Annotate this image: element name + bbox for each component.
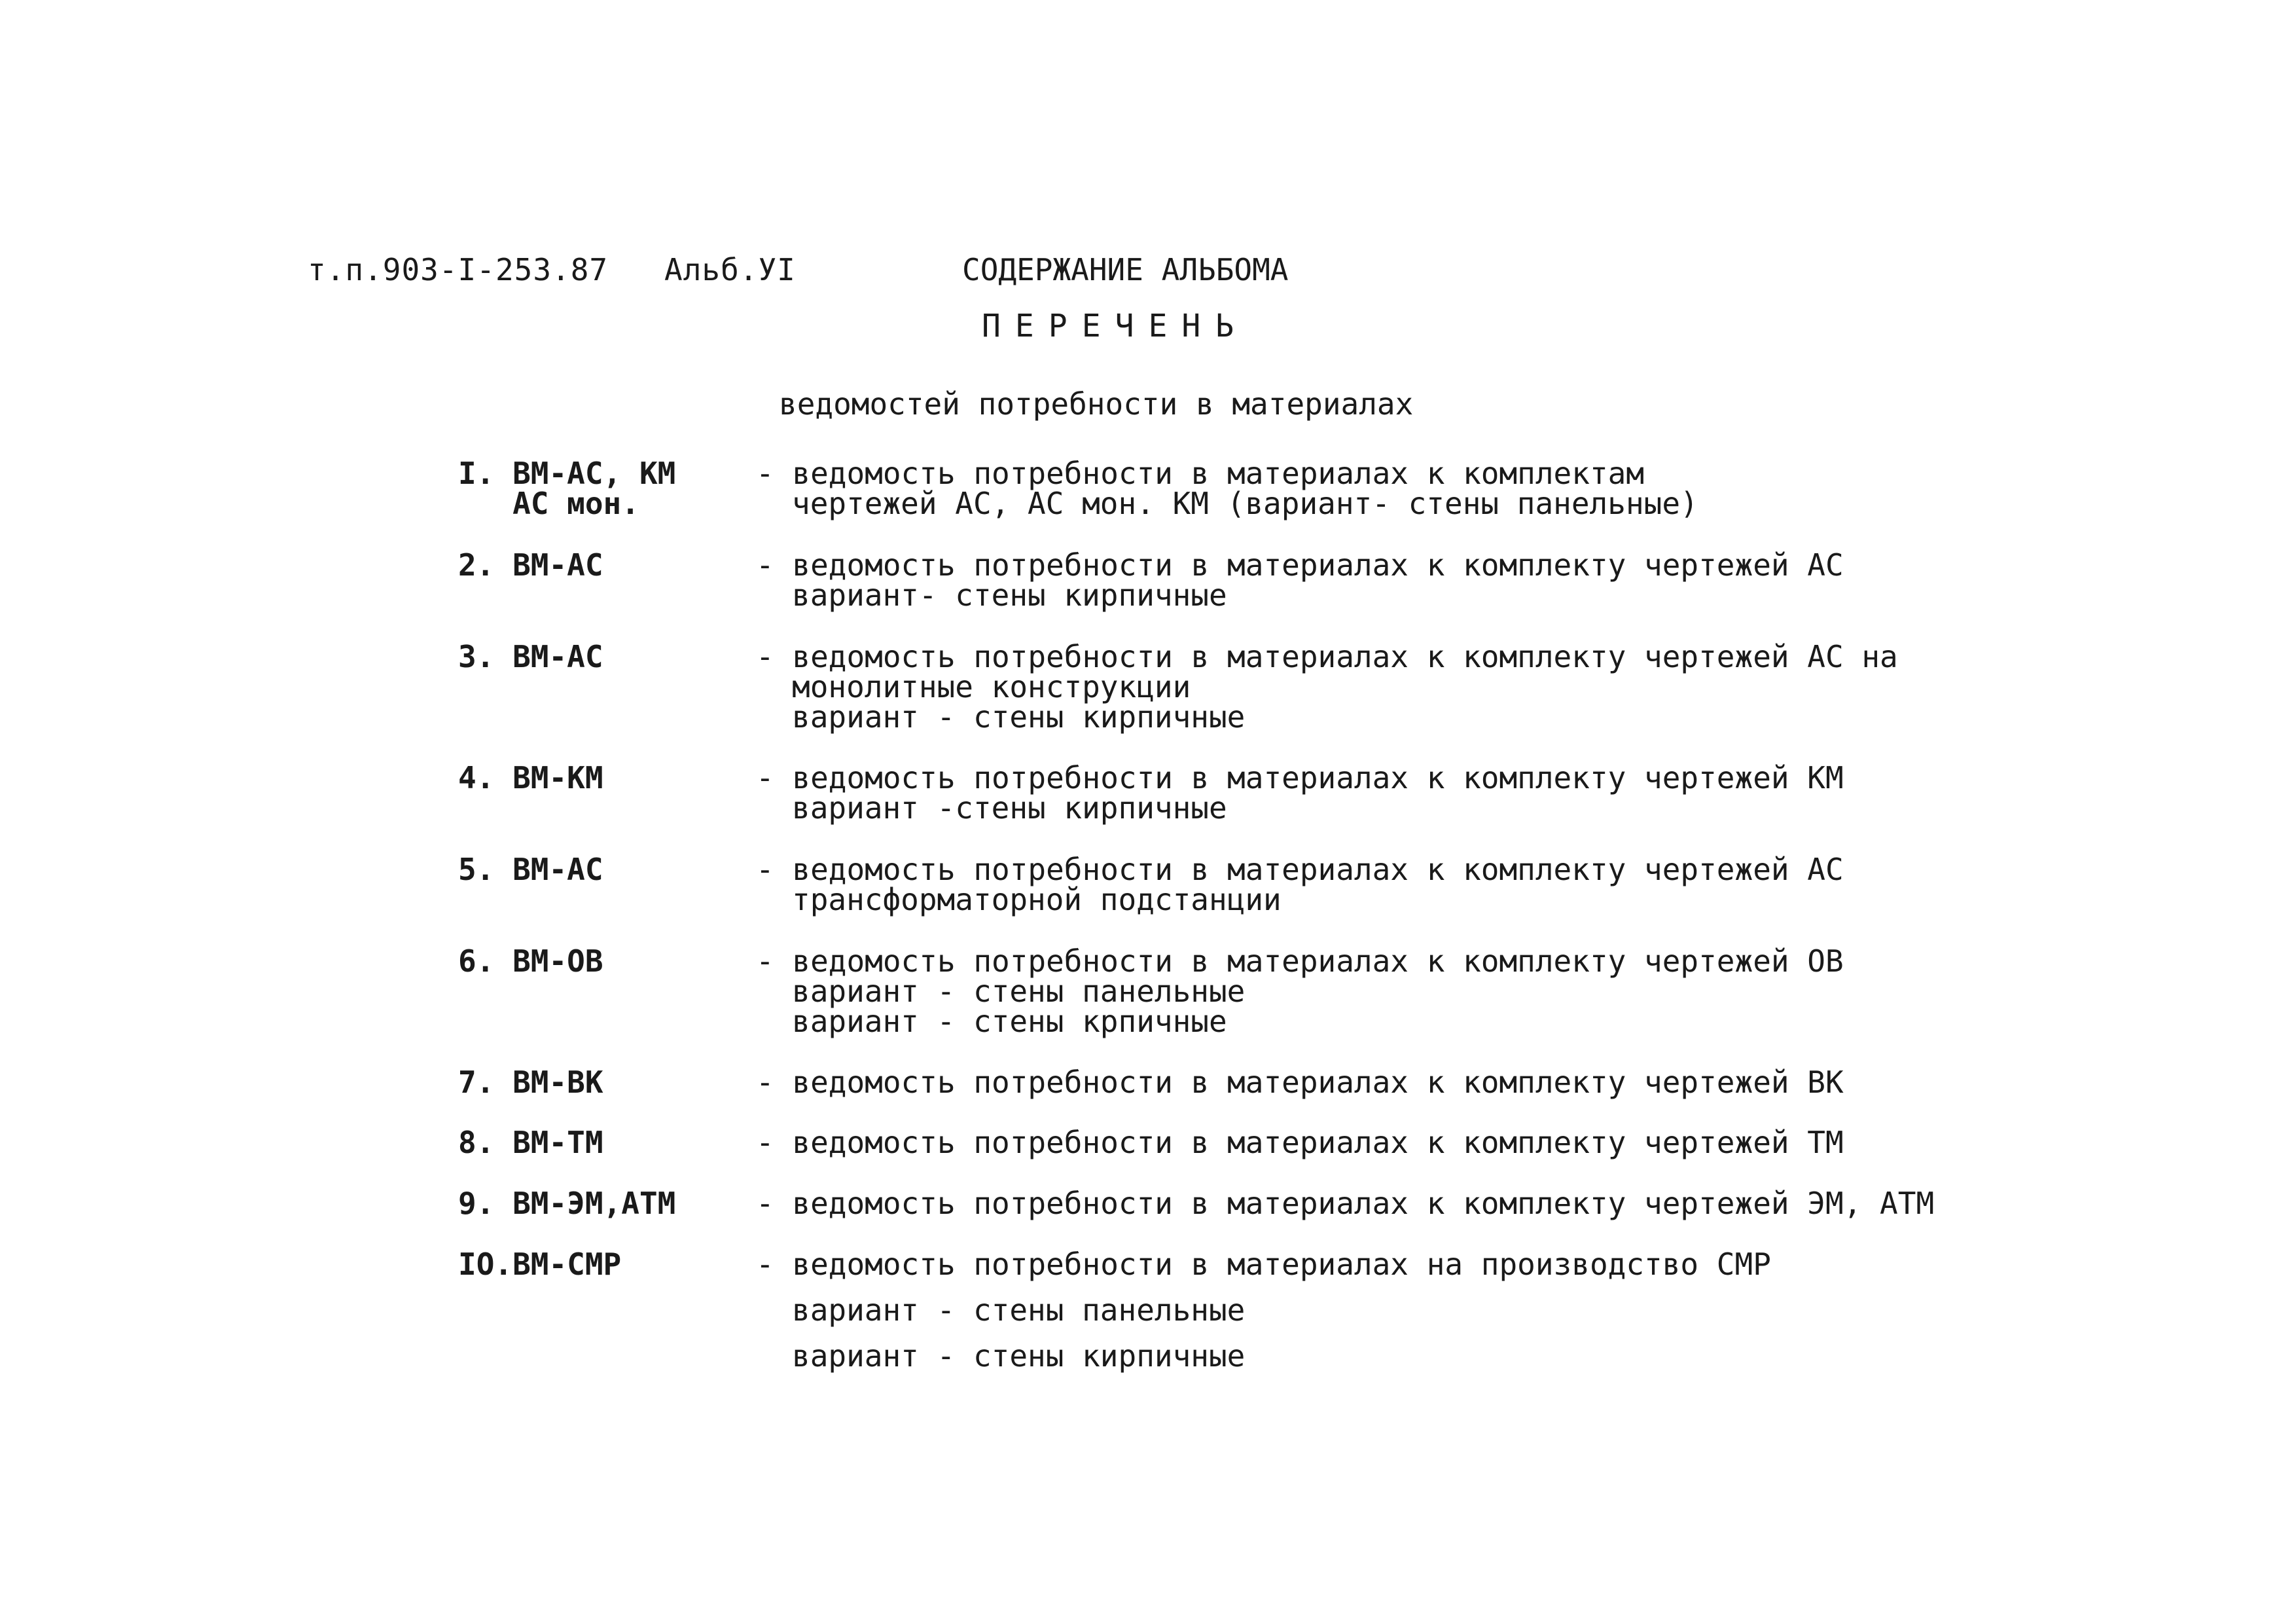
entry-code: 6. ВМ-ОВ [458, 943, 603, 979]
entry-description: - ведомость потребности в материалах к комплекту чертежей ЭМ, АТМ [756, 1186, 1935, 1221]
entry-description: - ведомость потребности в материалах к комплекту чертежей АС трансформаторной подстанции [756, 852, 1844, 917]
entry-code: 7. ВМ-ВК [458, 1065, 603, 1100]
entry-description: - ведомость потребности в материалах к комплектам чертежей АС, АС мон. КМ (вариант- стены панельные) [756, 456, 1698, 521]
entry-description: - ведомость потребности в материалах на производство СМР вариант - стены панельные вариант - стены кирпичные [756, 1247, 1771, 1374]
album-number: Альб.УI [664, 252, 796, 287]
entry-description: - ведомость потребности в материалах к комплекту чертежей АС вариант- стены кирпичные [756, 547, 1844, 613]
entry-description: - ведомость потребности в материалах к комплекту чертежей ОВ вариант - стены панельные вариант - стены крпичные [756, 943, 1844, 1039]
doc-code: т.п.903-I-253.87 [308, 252, 609, 287]
entry-code: 5. ВМ-АС [458, 852, 603, 887]
entry-description: - ведомость потребности в материалах к комплекту чертежей ТМ [756, 1125, 1844, 1160]
list-title: ПЕРЕЧЕНЬ [982, 308, 1249, 344]
entry-description: - ведомость потребности в материалах к комплекту чертежей ВК [756, 1065, 1844, 1100]
entry-description: - ведомость потребности в материалах к комплекту чертежей АС на монолитные конструкции вариант - стены кирпичные [756, 639, 1898, 735]
entry-code: 3. ВМ-АС [458, 639, 603, 674]
contents-title: СОДЕРЖАНИЕ АЛЬБОМА [962, 252, 1289, 287]
entry-code: 4. ВМ-КМ [458, 760, 603, 795]
entry-code: 9. ВМ-ЭМ,АТМ [458, 1186, 676, 1221]
list-subtitle: ведомостей потребности в материалах [779, 386, 1414, 422]
entry-code: 8. ВМ-ТМ [458, 1125, 603, 1160]
entry-code: I. ВМ-АС, КМ АС мон. [458, 456, 676, 521]
entry-description: - ведомость потребности в материалах к комплекту чертежей КМ вариант -стены кирпичные [756, 760, 1844, 826]
entry-code: IO.ВМ-СМР [458, 1247, 622, 1282]
entry-code: 2. ВМ-АС [458, 547, 603, 583]
